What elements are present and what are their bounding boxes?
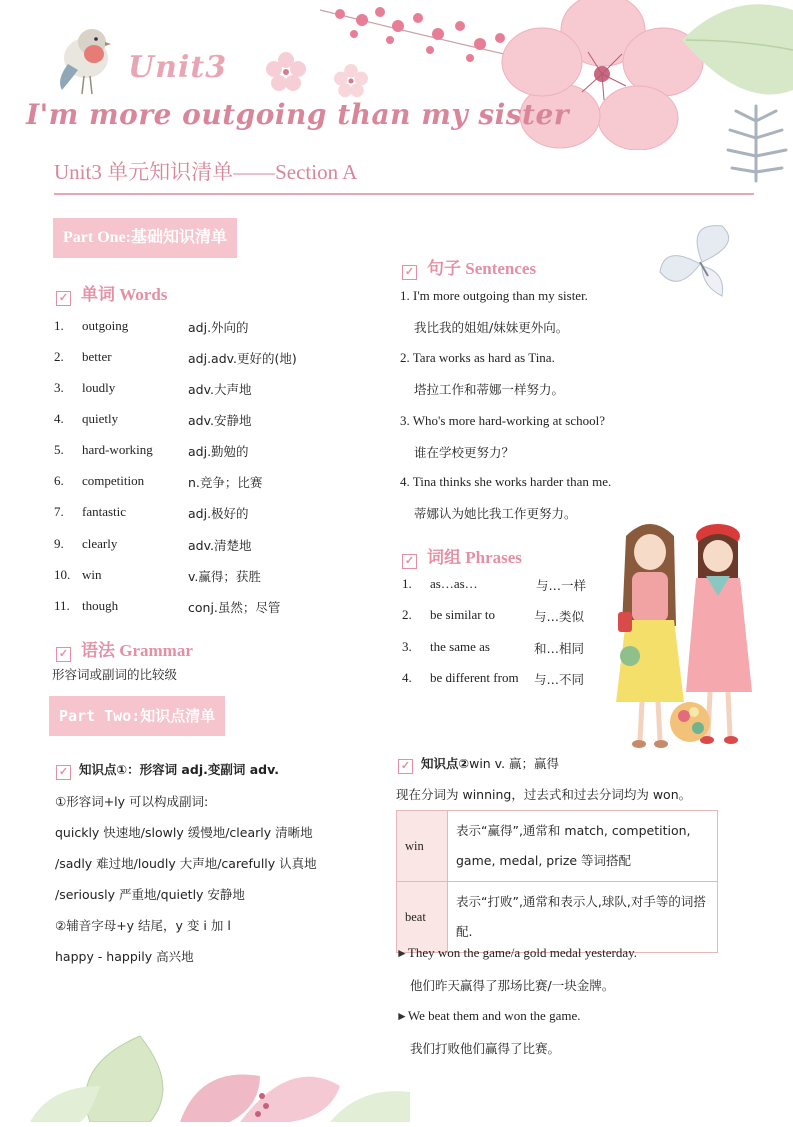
main-title: I'm more outgoing than my sister bbox=[26, 98, 570, 131]
word-number: 10. bbox=[54, 567, 71, 582]
word-number: 5. bbox=[54, 442, 64, 457]
word-english: hard-working bbox=[82, 442, 153, 457]
word-number: 7. bbox=[54, 504, 64, 519]
word-number: 9. bbox=[54, 536, 64, 551]
phrases-heading-text: 词组 Phrases bbox=[427, 548, 522, 567]
phrase-english: be similar to bbox=[430, 607, 495, 622]
bird-illustration bbox=[54, 20, 114, 98]
kp1-title bbox=[56, 760, 279, 779]
words-heading-text: 单词 Words bbox=[81, 285, 168, 304]
word-meaning: adv.安静地 bbox=[188, 413, 252, 428]
kp1-line: /sadly 难过地/loudly 大声地/carefully 认真地 bbox=[55, 856, 317, 871]
phrase-english: the same as bbox=[430, 639, 490, 654]
phrase-row bbox=[402, 639, 602, 657]
sentence-english: 2. Tara works as hard as Tina. bbox=[400, 350, 555, 365]
example-english-text: We beat them and won the game. bbox=[407, 1008, 581, 1023]
sentence-chinese: 塔拉工作和蒂娜一样努力。 bbox=[414, 382, 565, 397]
kp1-title-text: 知识点①：形容词 adj.变副词 adv. bbox=[79, 762, 279, 777]
example-english bbox=[396, 945, 637, 961]
word-row bbox=[54, 504, 344, 522]
word-row bbox=[54, 411, 344, 429]
word-number: 2. bbox=[54, 349, 64, 364]
table-row bbox=[397, 811, 718, 882]
unit-title: Unit3 bbox=[128, 50, 228, 85]
triangle-bullet-icon: ► bbox=[396, 1009, 408, 1023]
example-english-text: They won the game/a gold medal yesterday. bbox=[407, 945, 637, 960]
word-number: 4. bbox=[54, 411, 64, 426]
word-english: loudly bbox=[82, 380, 116, 395]
sentence-chinese: 我比我的姐姐/妹妹更外向。 bbox=[414, 320, 569, 335]
kp1-line: quickly 快速地/slowly 缓慢地/clearly 清晰地 bbox=[55, 825, 313, 840]
checkbox-icon: ✓ bbox=[402, 265, 417, 280]
win-beat-table bbox=[396, 810, 718, 953]
table-desc-cell: 表示“赢得”,通常和 match, competition, game, medal, prize 等词搭配 bbox=[448, 811, 718, 882]
sentence-english: 3. Who's more hard-working at school? bbox=[400, 413, 605, 428]
phrase-row bbox=[402, 670, 602, 688]
word-meaning: conj.虽然；尽管 bbox=[188, 600, 281, 615]
phrases-heading bbox=[402, 543, 522, 568]
bottom-leaf-illustration bbox=[30, 1026, 410, 1122]
phrase-row bbox=[402, 576, 602, 594]
word-english: win bbox=[82, 567, 102, 582]
phrase-number: 2. bbox=[402, 607, 412, 622]
sentences-heading bbox=[402, 254, 536, 279]
word-meaning: adj.adv.更好的(地) bbox=[188, 351, 297, 366]
word-row bbox=[54, 442, 344, 460]
phrase-number: 4. bbox=[402, 670, 412, 685]
word-meaning: adv.清楚地 bbox=[188, 538, 252, 553]
sentence-chinese: 蒂娜认为她比我工作更努力。 bbox=[414, 506, 577, 521]
word-number: 11. bbox=[54, 598, 70, 613]
word-row bbox=[54, 598, 344, 616]
word-row bbox=[54, 380, 344, 398]
word-row bbox=[54, 473, 344, 491]
word-row bbox=[54, 567, 344, 585]
word-row bbox=[54, 536, 344, 554]
section-title: Unit3 单元知识清单——Section A bbox=[54, 160, 358, 184]
checkbox-icon: ✓ bbox=[402, 554, 417, 569]
sentence-english: 4. Tina thinks she works harder than me. bbox=[400, 474, 612, 489]
word-meaning: v.赢得；获胜 bbox=[188, 569, 261, 584]
phrase-chinese: 和…相同 bbox=[534, 641, 585, 656]
kp1-line: happy - happily 高兴地 bbox=[55, 949, 194, 964]
part-one-label: Part One:基础知识清单 bbox=[53, 218, 237, 258]
word-meaning: n.竞争；比赛 bbox=[188, 475, 263, 490]
word-meaning: adj.极好的 bbox=[188, 506, 249, 521]
sentences-heading-text: 句子 Sentences bbox=[427, 259, 537, 278]
checkbox-icon: ✓ bbox=[56, 765, 71, 780]
table-word-cell: beat bbox=[397, 882, 448, 953]
grammar-heading-text: 语法 Grammar bbox=[81, 641, 193, 660]
sentence-english: 1. I'm more outgoing than my sister. bbox=[400, 288, 588, 303]
small-flower-illustration bbox=[266, 52, 306, 92]
grammar-heading bbox=[56, 636, 193, 661]
checkbox-icon: ✓ bbox=[56, 647, 71, 662]
example-english bbox=[396, 1008, 580, 1024]
word-meaning: adv.大声地 bbox=[188, 382, 252, 397]
part-two-label: Part Two:知识点清单 bbox=[49, 696, 225, 736]
section-divider bbox=[54, 193, 754, 195]
phrase-chinese: 与…不同 bbox=[534, 672, 585, 687]
butterfly-illustration bbox=[656, 222, 746, 304]
grammar-text: 形容词或副词的比较级 bbox=[52, 667, 178, 682]
word-english: quietly bbox=[82, 411, 119, 426]
word-meaning: adj.外向的 bbox=[188, 320, 249, 335]
word-meaning: adj.勤勉的 bbox=[188, 444, 249, 459]
word-english: outgoing bbox=[82, 318, 129, 333]
example-chinese: 我们打败他们赢得了比赛。 bbox=[410, 1041, 561, 1056]
word-english: fantastic bbox=[82, 504, 127, 519]
table-desc-cell: 表示“打败”,通常和表示人,球队,对手等的词搭配. bbox=[448, 882, 718, 953]
table-row bbox=[397, 882, 718, 953]
kp1-line: /seriously 严重地/quietly 安静地 bbox=[55, 887, 245, 902]
word-english: though bbox=[82, 598, 119, 613]
phrase-english: as…as… bbox=[430, 576, 478, 591]
word-english: competition bbox=[82, 473, 145, 488]
kp2-intro: 现在分词为 winning，过去式和过去分词均为 won。 bbox=[396, 787, 692, 802]
word-number: 1. bbox=[54, 318, 64, 333]
word-english: clearly bbox=[82, 536, 118, 551]
word-row bbox=[54, 349, 344, 367]
phrase-chinese: 与…一样 bbox=[536, 578, 587, 593]
phrase-chinese: 与…类似 bbox=[534, 609, 585, 624]
checkbox-icon: ✓ bbox=[56, 291, 71, 306]
example-chinese: 他们昨天赢得了那场比赛/一块金牌。 bbox=[410, 978, 615, 993]
word-number: 6. bbox=[54, 473, 64, 488]
phrase-number: 3. bbox=[402, 639, 412, 654]
word-english: better bbox=[82, 349, 112, 364]
kp2-title bbox=[398, 754, 559, 773]
word-number: 3. bbox=[54, 380, 64, 395]
checkbox-icon: ✓ bbox=[398, 759, 413, 774]
triangle-bullet-icon: ► bbox=[396, 946, 408, 960]
foliage-illustration bbox=[716, 96, 793, 186]
phrase-number: 1. bbox=[402, 576, 412, 591]
table-word-cell: win bbox=[397, 811, 448, 882]
kp1-line: ①形容词+ly 可以构成副词: bbox=[55, 794, 209, 809]
phrase-row bbox=[402, 607, 602, 625]
words-heading bbox=[56, 280, 167, 305]
girls-illustration bbox=[612, 516, 758, 756]
kp2-title-text: 知识点② bbox=[421, 756, 470, 771]
word-row bbox=[54, 318, 344, 336]
kp2-title-rest: win v. 赢；赢得 bbox=[469, 756, 560, 771]
kp1-line: ②辅音字母+y 结尾，y 变 i 加 l bbox=[55, 918, 231, 933]
phrase-english: be different from bbox=[430, 670, 519, 685]
sentence-chinese: 谁在学校更努力？ bbox=[414, 445, 515, 460]
